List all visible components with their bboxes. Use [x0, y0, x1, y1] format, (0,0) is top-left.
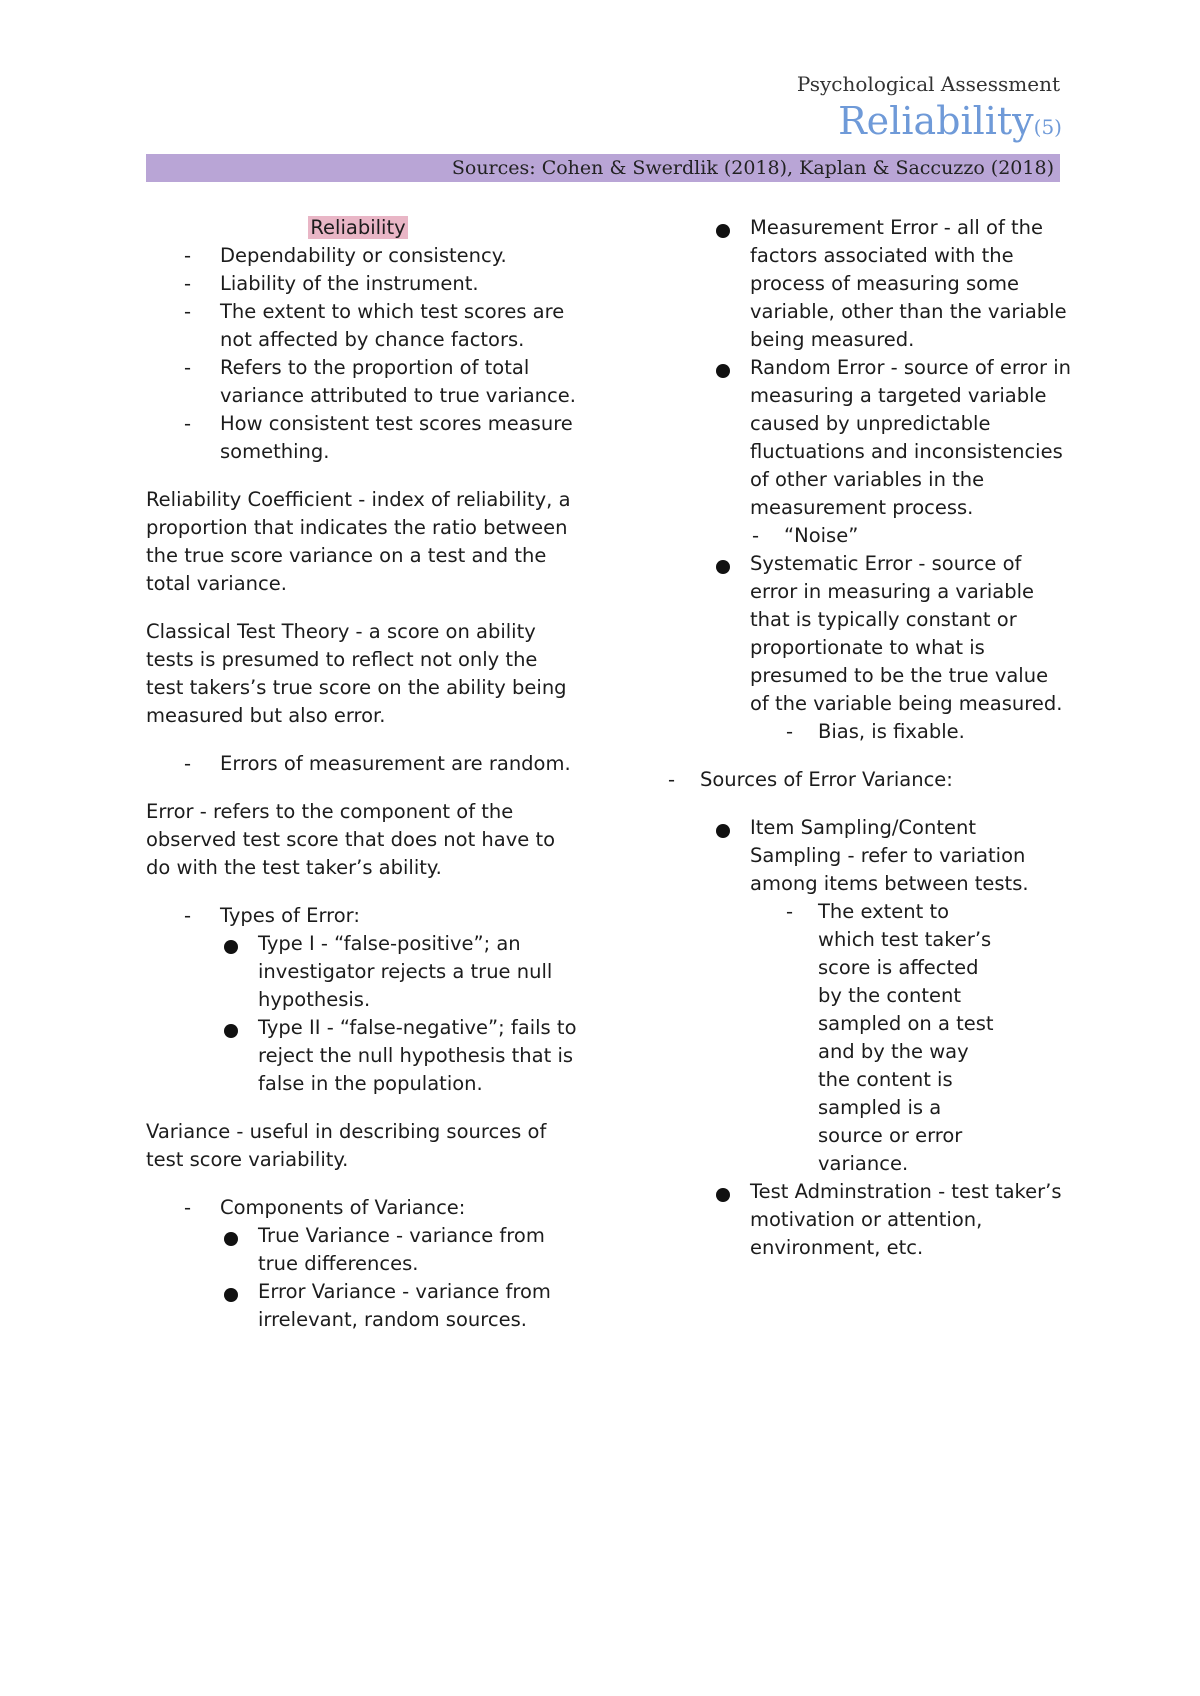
systematic-error-note-list [784, 718, 1072, 746]
page-title [838, 99, 1062, 143]
ctt-note-list [146, 750, 578, 778]
components-bullets [220, 1222, 578, 1334]
reliability-coefficient-paragraph: Reliability Coefficient - index of reliability, a proportion that indicates the ratio between the true score variance on a test and the total variance. [146, 488, 571, 595]
header-course: Psychological Assessment [796, 72, 1060, 96]
list-item: - The extent to which test scores are not affected by chance factors. [146, 298, 578, 354]
classical-test-theory-paragraph: Classical Test Theory - a score on ability tests is presumed to reflect not only the test takers’s true score on the ability being measured but also error. [146, 620, 567, 727]
list-item: - Refers to the proportion of total variance attributed to true variance. [146, 354, 578, 410]
section-heading [146, 214, 570, 242]
list-item: - Bias, is fixable. [784, 718, 1072, 746]
list-item: - Errors of measurement are random. [146, 750, 578, 778]
list-item: Measurement Error - all of the factors associated with the process of measuring some variable, other than the variable being measured. [712, 214, 1072, 354]
list-item: - Dependability or consistency. [146, 242, 578, 270]
test-administration-bullets [712, 1178, 1072, 1262]
page-title-part: (5) [1033, 115, 1062, 139]
sources-bullets [712, 814, 1072, 898]
list-item: - “Noise” [750, 522, 1072, 550]
page-title-text: Reliability [838, 99, 1034, 143]
list-item: Systematic Error - source of error in measuring a variable that is typically constant or proportionate to what is presumed to be the true value of the variable being measured. [712, 550, 1072, 718]
types-of-error-list [146, 902, 578, 930]
random-error-note-list [750, 522, 1072, 550]
list-item: Type II - “false-negative”; fails to reject the null hypothesis that is false in the population. [220, 1014, 578, 1098]
error-paragraph: Error - refers to the component of the observed test score that does not have to do with the test taker’s ability. [146, 800, 556, 879]
list-item: Error Variance - variance from irrelevant, random sources. [220, 1278, 578, 1334]
components-list [146, 1194, 578, 1222]
list-item: - The extent to which test taker’s score is affected by the content sampled on a test and by the way the content is sampled is a source or error variance. [784, 898, 1004, 1178]
systematic-error-bullets [712, 550, 1072, 718]
list-item: - Liability of the instrument. [146, 270, 578, 298]
list-item: Test Adminstration - test taker’s motivation or attention, environment, etc. [712, 1178, 1072, 1262]
list-item: - Components of Variance: [146, 1194, 578, 1222]
left-column [146, 214, 578, 1334]
list-item: - How consistent test scores measure something. [146, 410, 578, 466]
list-item: Random Error - source of error in measuring a targeted variable caused by unpredictable fluctuations and inconsistencies of other variables in the measurement process. [712, 354, 1072, 522]
list-item: - Sources of Error Variance: [666, 766, 1072, 794]
list-item: - Types of Error: [146, 902, 578, 930]
sources-list [666, 766, 1072, 794]
list-item: True Variance - variance from true differences. [220, 1222, 578, 1278]
list-item: Type I - “false-positive”; an investigator rejects a true null hypothesis. [220, 930, 578, 1014]
section-heading-text: Reliability [310, 216, 406, 239]
error-kinds-bullets [712, 214, 1072, 522]
sources-text: Sources: Cohen & Swerdlik (2018), Kaplan & Saccuzzo (2018) [451, 157, 1054, 179]
error-types-bullets [220, 930, 578, 1098]
right-column [700, 214, 1072, 1262]
sources-bar [146, 154, 1060, 182]
definition-list [146, 242, 578, 466]
list-item: Item Sampling/Content Sampling - refer to variation among items between tests. [712, 814, 1072, 898]
variance-paragraph: Variance - useful in describing sources of test score variability. [146, 1120, 547, 1171]
item-sampling-note-list [784, 898, 1004, 1178]
